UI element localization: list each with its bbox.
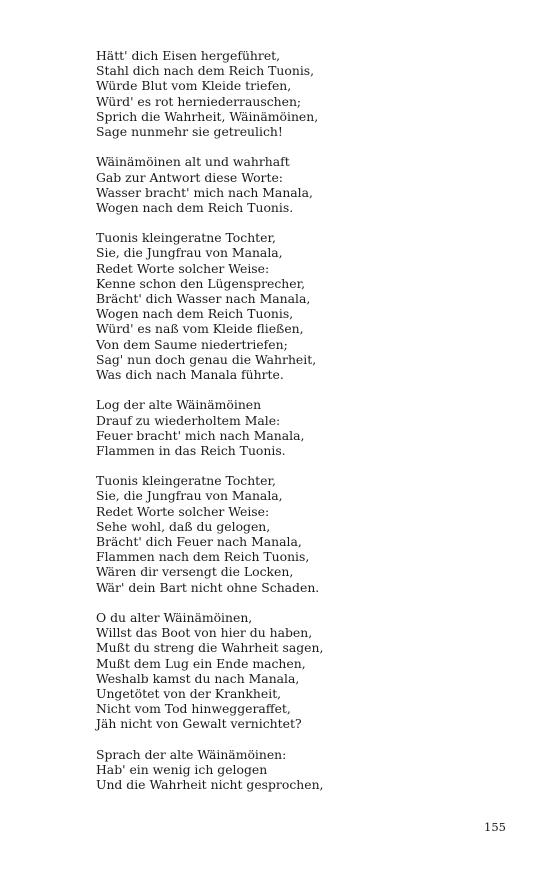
poem-line: Hab' ein wenig ich gelogen (96, 761, 268, 777)
poem-line: Gab zur Antwort diese Worte: (96, 169, 283, 185)
poem-line: Weshalb kamst du nach Manala, (96, 670, 300, 686)
poem-line: Wär' dein Bart nicht ohne Schaden. (96, 579, 320, 595)
poem-line: Sie, die Jungfrau von Manala, (96, 488, 283, 504)
poem-line: Sprach der alte Wäinämöinen: (96, 746, 287, 762)
poem-line: Wären dir versengt die Locken, (96, 564, 294, 580)
poem-line: Willst das Boot von hier du haben, (96, 625, 313, 641)
poem-line: Wogen nach dem Reich Tuonis, (96, 306, 294, 322)
poem-line: Kenne schon den Lügensprecher, (96, 275, 306, 291)
poem-line: Würd' es rot herniederrauschen; (96, 93, 302, 109)
poem-line: Würd' es naß vom Kleide fließen, (96, 321, 304, 337)
poem-line: Sie, die Jungfrau von Manala, (96, 245, 283, 261)
poem-line: Sage nunmehr sie getreulich! (96, 123, 283, 139)
poem-line: Drauf zu wiederholtem Male: (96, 412, 281, 428)
poem-line: Log der alte Wäinämöinen (96, 397, 262, 413)
poem-line: Tuonis kleingeratne Tochter, (96, 473, 276, 489)
poem-line: Sag' nun doch genau die Wahrheit, (96, 351, 317, 367)
poem-line: Würde Blut vom Kleide triefen, (96, 78, 292, 94)
poem-line: Und die Wahrheit nicht gesprochen, (96, 777, 324, 792)
poem-line: Brächt' dich Wasser nach Manala, (96, 291, 311, 306)
poem-line: Wäinämöinen alt und wahrhaft (96, 154, 290, 170)
poem-line: Wogen nach dem Reich Tuonis. (96, 199, 294, 215)
poem-text (96, 48, 516, 807)
poem-line: Jäh nicht von Gewalt vernichtet? (96, 716, 302, 732)
poem-line: Mußt dem Lug ein Ende machen, (96, 655, 306, 671)
poem-line: Nicht vom Tod hinweggeraffet, (96, 701, 291, 717)
poem-line: Flammen nach dem Reich Tuonis, (96, 549, 310, 565)
poem-line: Was dich nach Manala führte. (96, 366, 284, 382)
poem-line: Stahl dich nach dem Reich Tuonis, (96, 63, 315, 79)
poem-line: Tuonis kleingeratne Tochter, (96, 230, 276, 246)
page-number: 155 (484, 820, 506, 834)
poem-line: Von dem Saume niedertriefen; (96, 336, 288, 352)
poem-line: Brächt' dich Feuer nach Manala, (96, 534, 302, 549)
poem-line: Sehe wohl, daß du gelogen, (96, 518, 271, 534)
poem-line: Wasser bracht' mich nach Manala, (96, 184, 313, 200)
poem-line: Redet Worte solcher Weise: (96, 260, 270, 276)
stanza (96, 154, 516, 215)
stanza (96, 610, 516, 732)
poem-line: Feuer bracht' mich nach Manala, (96, 427, 305, 443)
stanza (96, 473, 516, 595)
poem-line: Redet Worte solcher Weise: (96, 503, 270, 519)
poem-line: Sprich die Wahrheit, Wäinämöinen, (96, 108, 319, 124)
poem-line: Mußt du streng die Wahrheit sagen, (96, 640, 324, 656)
poem-line: Hätt' dich Eisen hergeführet, (96, 48, 281, 63)
stanza (96, 397, 516, 458)
poem-line: O du alter Wäinämöinen, (96, 609, 253, 625)
poem-line: Flammen in das Reich Tuonis. (96, 442, 286, 458)
poem-line: Ungetötet von der Krankheit, (96, 685, 282, 701)
stanza (96, 48, 516, 139)
stanza (96, 230, 516, 382)
stanza (96, 747, 516, 793)
